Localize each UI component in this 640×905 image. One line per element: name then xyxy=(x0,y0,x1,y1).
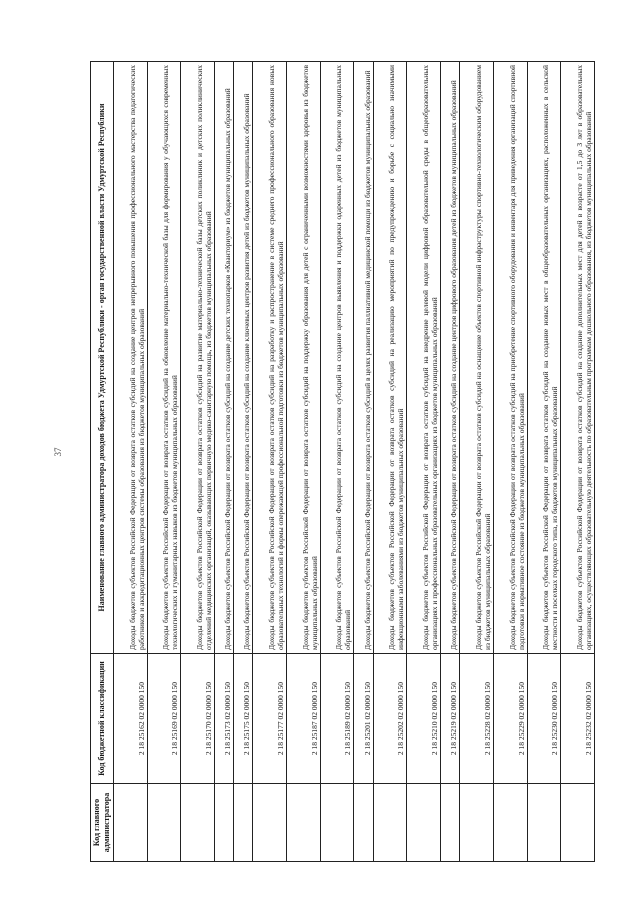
budget-code-cell: 2 18 25187 02 0000 150 xyxy=(287,654,321,784)
admin-code-cell xyxy=(493,784,527,862)
revenue-name-cell: Доходы бюджетов субъектов Российской Федерации от возврата остатков субсидий на создание детских технопарков «Кванториум» из бюджетов муниципальных образований xyxy=(214,62,233,654)
revenue-name-cell: Доходы бюджетов субъектов Российской Федерации от возврата остатков субсидий на создание центров выявления и поддержки одаренных детей из бюджетов муниципальных образований xyxy=(320,62,354,654)
budget-code-cell: 2 18 25229 02 0000 150 xyxy=(493,654,527,784)
budget-code-cell: 2 18 25170 02 0000 150 xyxy=(181,654,215,784)
revenue-name-cell: Доходы бюджетов субъектов Российской Федерации от возврата остатков субсидий на разработку и распространение в системе среднего профессионального образования новых образовательных технологий и формы опережающей профессиональной подготовки из бюджетов муниципальных образований xyxy=(253,62,287,654)
admin-code-cell xyxy=(114,784,148,862)
table-row xyxy=(147,62,181,862)
table-row xyxy=(493,62,527,862)
budget-code-cell: 2 18 25230 02 0000 150 xyxy=(527,654,561,784)
header-admin-code: Код главного администратора xyxy=(91,784,114,862)
budget-code-cell: 2 18 25177 02 0000 150 xyxy=(253,654,287,784)
revenue-name-cell: Доходы бюджетов субъектов Российской Федерации от возврата остатков субсидий на обновление материально-технической базы для формирования у обучающихся современных технологических и гуманитарных навыков из бюджетов муниципальных образований xyxy=(147,62,181,654)
table-row xyxy=(527,62,561,862)
admin-code-cell xyxy=(561,784,595,862)
admin-code-cell xyxy=(373,784,407,862)
admin-code-cell xyxy=(287,784,321,862)
revenue-name-cell: Доходы бюджетов субъектов Российской Федерации от возврата остатков субсидий на создание ключевых центров развития детей из бюджетов муниципальных образований xyxy=(234,62,253,654)
table-row xyxy=(214,62,233,862)
table-row xyxy=(253,62,287,862)
table-row xyxy=(440,62,459,862)
budget-code-cell: 2 18 25210 02 0000 150 xyxy=(407,654,441,784)
table-row xyxy=(407,62,441,862)
admin-code-cell xyxy=(407,784,441,862)
budget-code-cell: 2 18 25219 02 0000 150 xyxy=(440,654,459,784)
revenue-name-cell: Доходы бюджетов субъектов Российской Федерации от возврата остатков субсидий на создание новых мест в общеобразовательных организациях, расположенных в сельской местности и поселках городского типа, из бюджетов муниципальных образований xyxy=(527,62,561,654)
budget-code-cell: 2 18 25175 02 0000 150 xyxy=(234,654,253,784)
revenue-name-cell: Доходы бюджетов субъектов Российской Федерации от возврата остатков субсидий на создание центров цифрового образования детей из бюджетов муниципальных образований xyxy=(440,62,459,654)
table-row xyxy=(287,62,321,862)
table-row xyxy=(354,62,373,862)
admin-code-cell xyxy=(460,784,494,862)
table-row xyxy=(114,62,148,862)
revenue-name-cell: Доходы бюджетов субъектов Российской Федерации от возврата остатков субсидий в целях развития паллиативной медицинской помощи из бюджетов муниципальных образований xyxy=(354,62,373,654)
page-number: 37 xyxy=(53,447,63,457)
admin-code-cell xyxy=(234,784,253,862)
table-row xyxy=(181,62,215,862)
rotated-table-container xyxy=(90,62,595,862)
revenue-name-cell: Доходы бюджетов субъектов Российской Федерации от возврата остатков субсидий на внедрение целевой модели цифровой образовательной среды в общеобразовательных организациях и профессиональных образовательных организациях из бюджетов муниципальных образований xyxy=(407,62,441,654)
table-row xyxy=(460,62,494,862)
header-admin-name: Наименование главного администратора доходов бюджета Удмуртской Республики - орган государственной власти Удмуртской Республики xyxy=(91,62,114,654)
admin-code-cell xyxy=(253,784,287,862)
table-row xyxy=(561,62,595,862)
revenue-name-cell: Доходы бюджетов субъектов Российской Федерации от возврата остатков субсидий на поддержку образования для детей с ограниченными возможностями здоровья из бюджетов муниципальных образований xyxy=(287,62,321,654)
table-row xyxy=(320,62,354,862)
admin-code-cell xyxy=(527,784,561,862)
revenue-name-cell: Доходы бюджетов субъектов Российской Федерации от возврата остатков субсидий на реализацию мероприятий по предупреждению и борьбе с социально значимыми инфекционными заболеваниями из бюджетов муниципальных образований xyxy=(373,62,407,654)
table-header-row xyxy=(91,62,114,862)
budget-code-cell: 2 18 25202 02 0000 150 xyxy=(373,654,407,784)
budget-code-cell: 2 18 25189 02 0000 150 xyxy=(320,654,354,784)
admin-code-cell xyxy=(354,784,373,862)
budget-code-cell: 2 18 25169 02 0000 150 xyxy=(147,654,181,784)
admin-code-cell xyxy=(214,784,233,862)
revenue-name-cell: Доходы бюджетов субъектов Российской Федерации от возврата остатков субсидий на развитие материально-технической базы детских поликлиник и детских поликлинических отделений медицинских организаций, оказывающих первичную медико-санитарную помощь, из бюджетов муниципальных образований xyxy=(181,62,215,654)
table-body xyxy=(114,62,595,862)
budget-code-cell: 2 18 25228 02 0000 150 xyxy=(460,654,494,784)
budget-code-cell: 2 18 25162 02 0000 150 xyxy=(114,654,148,784)
header-budget-code: Код бюджетной классификации xyxy=(91,654,114,784)
table-row xyxy=(234,62,253,862)
revenue-name-cell: Доходы бюджетов субъектов Российской Федерации от возврата остатков субсидий на создание центров непрерывного повышения профессионального мастерства педагогических работников и аккредитационных центров системы образования из бюджетов муниципальных образований xyxy=(114,62,148,654)
revenue-codes-table xyxy=(90,61,595,862)
admin-code-cell xyxy=(320,784,354,862)
table-row xyxy=(373,62,407,862)
budget-code-cell: 2 18 25232 02 0000 150 xyxy=(561,654,595,784)
admin-code-cell xyxy=(440,784,459,862)
revenue-name-cell: Доходы бюджетов субъектов Российской Федерации от возврата остатков субсидий на создание дополнительных мест для детей в возрасте от 1,5 до 3 лет в образовательных организациях, осуществляющих образовательную деятельность по образовательным программам дошкольного образования, из бюджетов муниципальных образований xyxy=(561,62,595,654)
budget-code-cell: 2 18 25201 02 0000 150 xyxy=(354,654,373,784)
budget-code-cell: 2 18 25173 02 0000 150 xyxy=(214,654,233,784)
admin-code-cell xyxy=(181,784,215,862)
revenue-name-cell: Доходы бюджетов субъектов Российской Федерации от возврата остатков субсидий на приобретение спортивного оборудования и инвентаря для приведения организаций спортивной подготовки в нормативное состояние из бюджетов муниципальных образований xyxy=(493,62,527,654)
admin-code-cell xyxy=(147,784,181,862)
revenue-name-cell: Доходы бюджетов субъектов Российской Федерации от возврата остатков субсидий на оснащение объектов спортивной инфраструктуры спортивно-технологическим оборудованием из бюджетов муниципальных образований xyxy=(460,62,494,654)
